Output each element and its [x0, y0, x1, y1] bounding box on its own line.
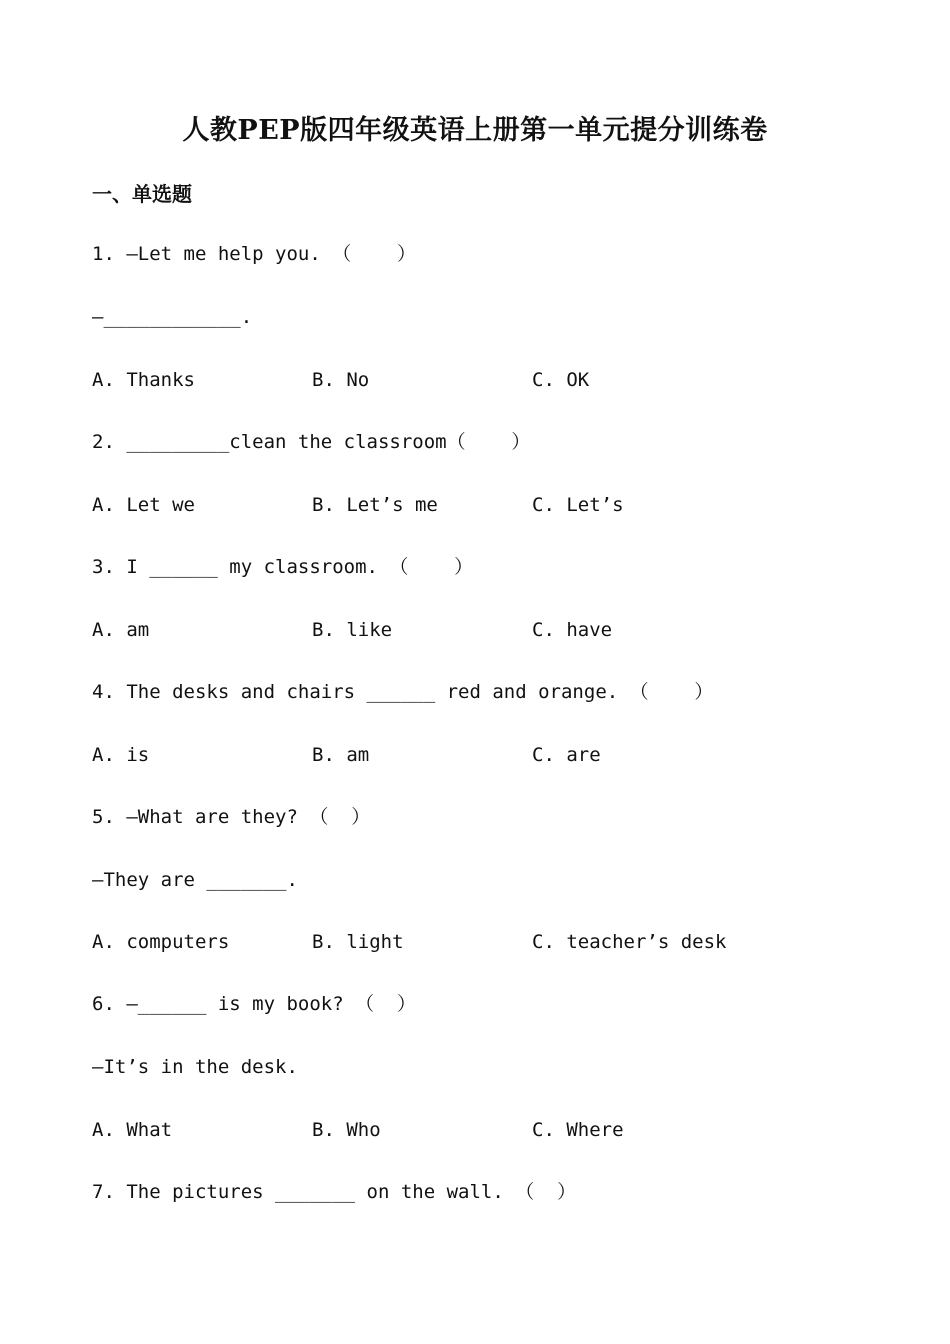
question-4-option-b: B. am — [312, 744, 370, 766]
question-2-stem: 2. _________clean the classroom（ ） — [92, 431, 531, 453]
question-6-option-c: C. Where — [532, 1119, 624, 1141]
page-title: 人教PEP版四年级英语上册第一单元提分训练卷 — [182, 115, 768, 146]
question-7-stem: 7. The pictures _______ on the wall. （ ） — [92, 1181, 577, 1203]
question-3-stem: 3. I ______ my classroom. （ ） — [92, 556, 474, 578]
question-4-option-a: A. is — [92, 744, 150, 766]
question-1-option-c: C. OK — [532, 369, 590, 391]
question-5-option-a: A. computers — [92, 931, 230, 953]
question-3-option-c: C. have — [532, 619, 613, 641]
question-1-answer-line: —____________. — [92, 306, 253, 328]
question-1-stem: 1. —Let me help you. （ ） — [92, 243, 416, 265]
question-1-option-b: B. No — [312, 369, 370, 391]
question-3-option-b: B. like — [312, 619, 393, 641]
question-5-option-c: C. teacher’s desk — [532, 931, 727, 953]
section-heading: 一、单选题 — [92, 182, 192, 206]
question-3-option-a: A. am — [92, 619, 150, 641]
question-1-option-a: A. Thanks — [92, 369, 195, 391]
question-2-option-a: A. Let we — [92, 494, 195, 516]
question-2-option-c: C. Let’s — [532, 494, 624, 516]
question-6-stem: 6. —______ is my book? （ ） — [92, 993, 416, 1015]
question-5-answer-line: —They are _______. — [92, 869, 298, 891]
question-2-option-b: B. Let’s me — [312, 494, 438, 516]
question-6-answer-line: —It’s in the desk. — [92, 1056, 298, 1078]
question-6-option-b: B. Who — [312, 1119, 381, 1141]
question-4-option-c: C. are — [532, 744, 601, 766]
question-5-option-b: B. light — [312, 931, 404, 953]
question-6-option-a: A. What — [92, 1119, 173, 1141]
question-4-stem: 4. The desks and chairs ______ red and orange. （ ） — [92, 681, 714, 703]
question-5-stem: 5. —What are they? （ ） — [92, 806, 371, 828]
